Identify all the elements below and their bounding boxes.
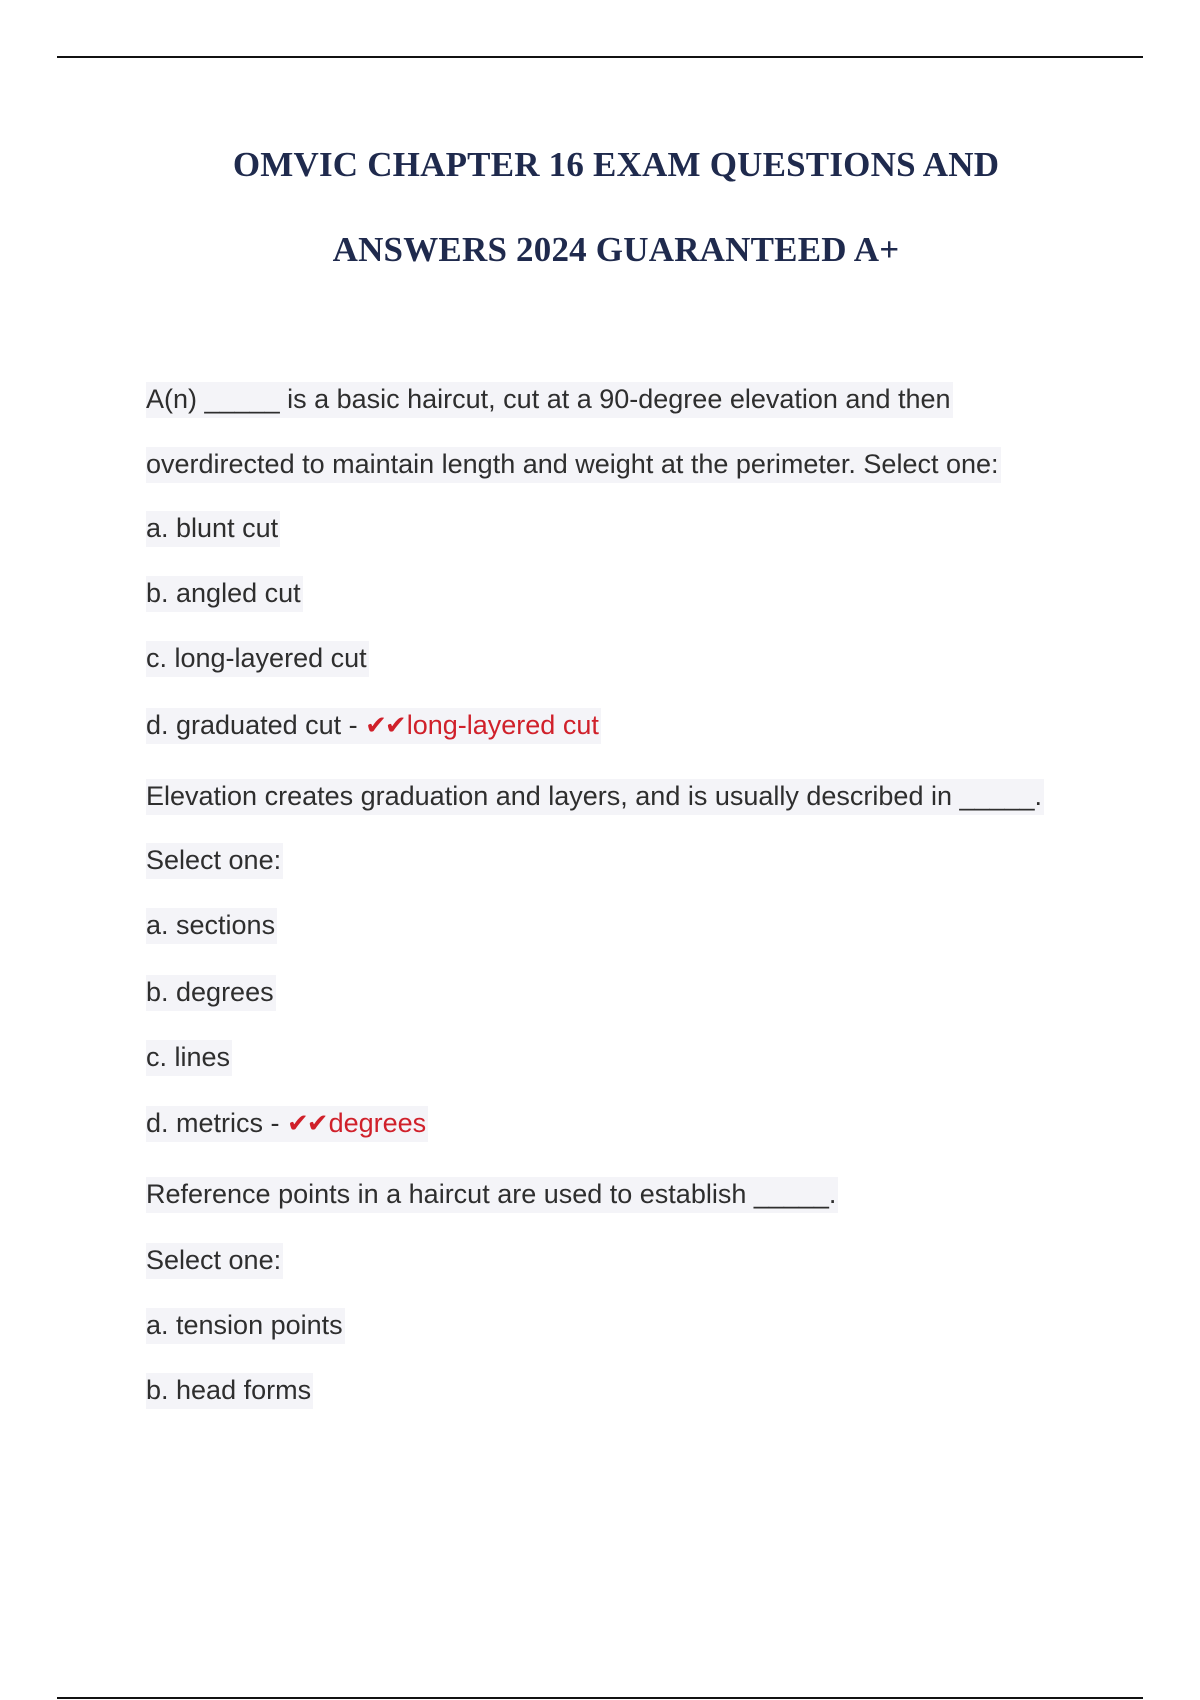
question-1-option-c: c. long-layered cut — [146, 641, 369, 675]
question-3-option-b: b. head forms — [146, 1373, 313, 1407]
question-2-answer: degrees — [328, 1108, 427, 1138]
question-1-answer: long-layered cut — [406, 710, 599, 740]
question-2-text-line-1: Elevation creates graduation and layers, and is usually described in _____. — [146, 779, 1044, 813]
question-1-option-b: b. angled cut — [146, 576, 303, 610]
question-1-text-line-1: A(n) _____ is a basic haircut, cut at a 90-degree elevation and then — [146, 382, 953, 416]
question-1-option-a: a. blunt cut — [146, 511, 280, 545]
top-rule — [57, 56, 1143, 58]
question-2-option-c: c. lines — [146, 1040, 232, 1074]
question-1-text-line-2: overdirected to maintain length and weight at the perimeter. Select one: — [146, 447, 1001, 481]
question-3-option-a: a. tension points — [146, 1308, 345, 1342]
document-title-line-1: OMVIC CHAPTER 16 EXAM QUESTIONS AND — [232, 145, 1000, 184]
question-2-option-a: a. sections — [146, 908, 277, 942]
question-2-option-b: b. degrees — [146, 975, 276, 1009]
question-2-text-line-2: Select one: — [146, 843, 283, 877]
double-check-icon: ✔✔ — [287, 1109, 327, 1139]
question-3-text-line-1: Reference points in a haircut are used to establish _____. — [146, 1177, 838, 1211]
question-2-option-d: d. metrics - ✔✔degrees — [146, 1106, 428, 1141]
question-3-text-line-2: Select one: — [146, 1243, 283, 1277]
document-title-line-2: ANSWERS 2024 GUARANTEED A+ — [332, 230, 900, 269]
question-1-option-d: d. graduated cut - ✔✔long-layered cut — [146, 708, 601, 743]
double-check-icon: ✔✔ — [365, 711, 405, 741]
bottom-rule — [57, 1697, 1143, 1699]
